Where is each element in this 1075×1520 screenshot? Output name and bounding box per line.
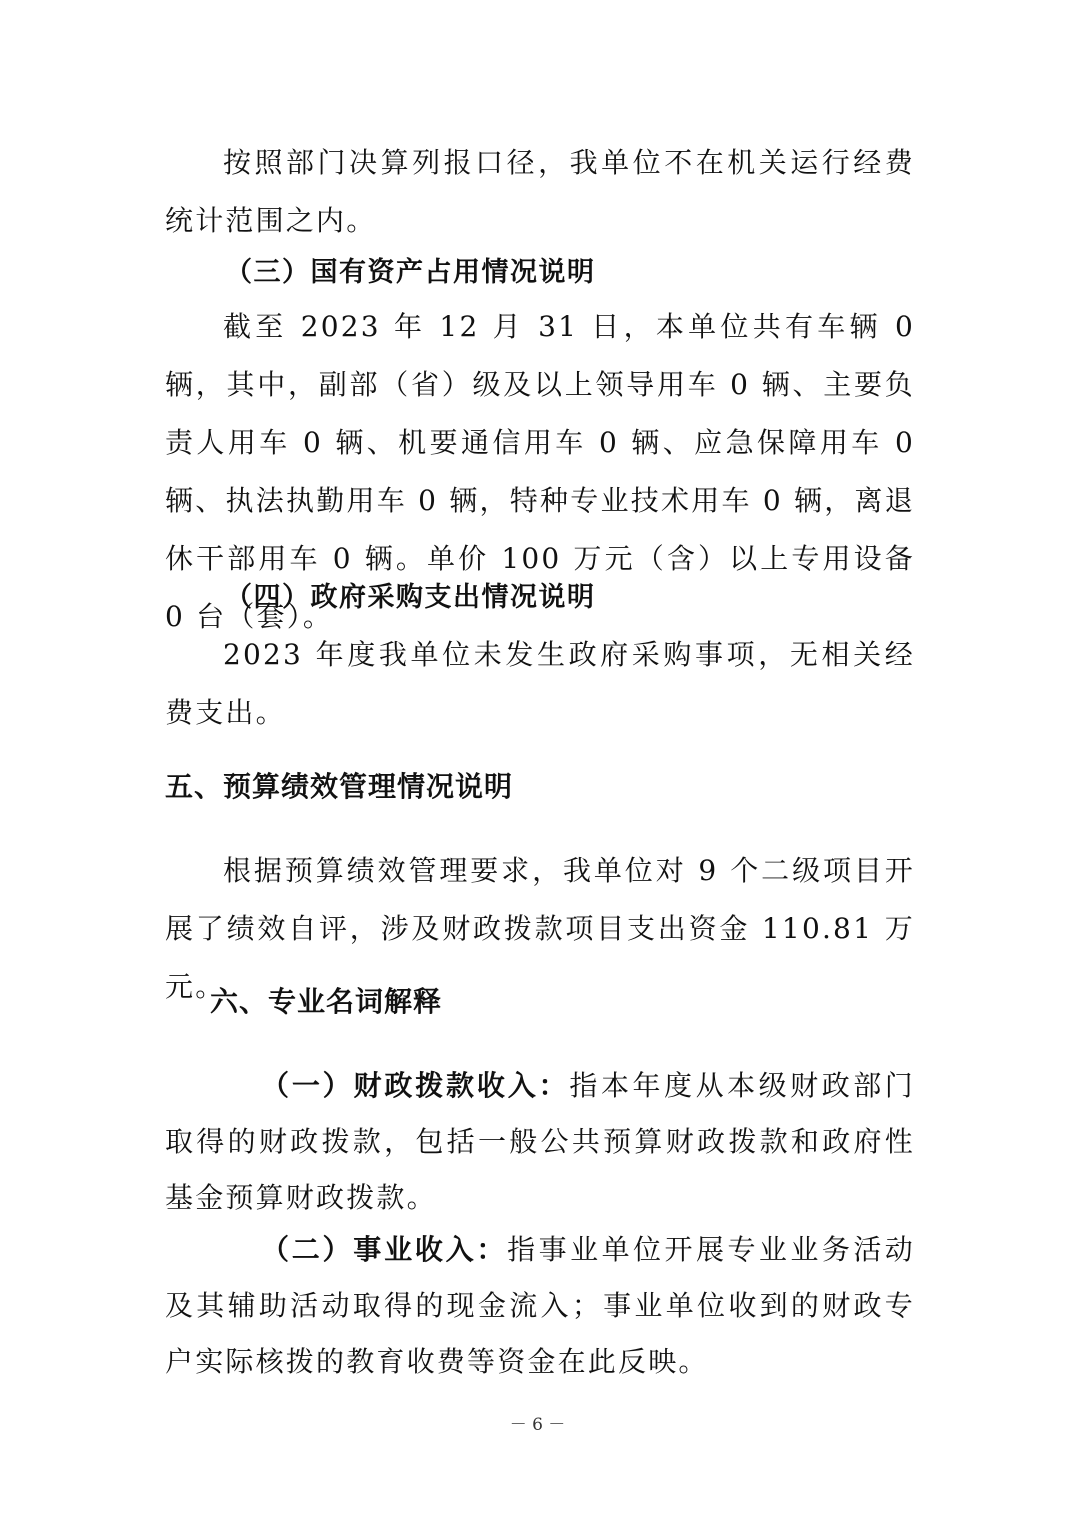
definition-term: （一）财政拨款收入：: [261, 1069, 570, 1102]
paragraph-operating-expense: 按照部门决算列报口径，我单位不在机关运行经费统计范围之内。: [165, 146, 915, 237]
page-number: － 6 －: [509, 1415, 566, 1435]
section-heading-glossary: 六、专业名词解释: [210, 985, 443, 1018]
definition-fiscal-appropriation: [165, 1058, 915, 1226]
heading-government-procurement: （四）政府采购支出情况说明: [225, 582, 596, 613]
definition-term: （二）事业收入：: [261, 1233, 508, 1266]
definition-business-income: [165, 1222, 915, 1390]
section-heading-performance: 五、预算绩效管理情况说明: [165, 770, 514, 803]
paragraph-state-assets: 截至 2023 年 12 月 31 日，本单位共有车辆 0 辆，其中，副部（省）级及以上领导用车 0 辆、主要负责人用车 0 辆、机要通信用车 0 辆、应急保障用车 0 辆、执法执勤用车 0 辆，特种专业技术用车 0 辆，离退休干部用车 0 辆。单价 100 万元（含）以上专用设备 0 台（套）。: [165, 310, 915, 633]
definition-text: 指事业单位开展专业业务活动及其辅助活动取得的现金流入；事业单位收到的财政专户实际核拨的教育收费等资金在此反映。: [165, 1233, 915, 1378]
definition-text: 指本年度从本级财政部门取得的财政拨款，包括一般公共预算财政拨款和政府性基金预算财政拨款。: [165, 1069, 915, 1214]
paragraph-government-procurement: 2023 年度我单位未发生政府采购事项，无相关经费支出。: [165, 638, 915, 729]
paragraph-performance: 根据预算绩效管理要求，我单位对 9 个二级项目开展了绩效自评，涉及财政拨款项目支出资金 110.81 万元。: [165, 854, 915, 1003]
heading-state-assets: （三）国有资产占用情况说明: [225, 257, 596, 288]
